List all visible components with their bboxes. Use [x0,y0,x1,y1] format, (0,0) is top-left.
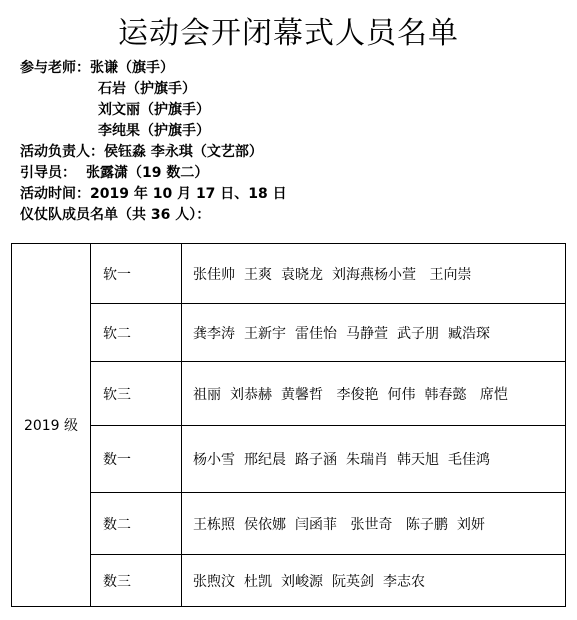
time-value: 2019 年 10 月 17 日、18 日 [90,186,287,202]
names-cell [182,426,566,493]
member-name: 武子朋 [397,325,439,342]
table-row [12,426,566,493]
teacher-name: 刘文丽（护旗手） [98,102,210,118]
table-row [12,493,566,555]
responsible-value: 侯钰淼 李永琪（文艺部） [104,144,263,160]
member-name: 王向崇 [425,266,472,283]
names-cell [182,362,566,426]
member-name: 闫函菲 [295,516,337,533]
teacher-row [20,100,560,121]
member-name: 张佳帅 [193,266,235,283]
table-row [12,244,566,304]
member-name: 马静萱 [346,325,388,342]
member-name: 邢纪晨 [244,452,286,468]
member-name: 朱瑞肖 [346,452,388,468]
member-name: 黄馨哲 [281,386,323,403]
info-block [20,58,560,226]
class-cell: 软二 [91,304,182,362]
member-name: 王新宇 [244,325,286,342]
member-name: 张煦汶 [193,573,235,590]
member-name: 祖丽 [193,386,221,403]
member-name: 阮英剑 [332,573,374,590]
member-name: 王爽 [244,266,272,283]
member-name: 韩天旭 [397,452,439,468]
page-title: 运动会开闭幕式人员名单 [118,16,459,51]
class-cell: 软一 [91,244,182,304]
time-row [20,184,560,205]
teachers-row [20,58,560,79]
member-name: 毛佳鸿 [448,452,490,468]
member-name: 臧浩琛 [448,325,490,342]
teacher-row [20,79,560,100]
names-cell [182,493,566,555]
member-name: 李志农 [383,573,425,590]
teacher-name: 石岩（护旗手） [98,81,196,97]
grade-cell: 2019 级 [12,244,91,607]
names-cell [182,244,566,304]
member-name: 李俊艳 [332,386,379,403]
member-name: 杨小雪 [193,452,235,468]
guide-label: 引导员： [20,165,76,181]
member-name: 陈子鹏 [401,516,448,533]
guide-row [20,163,560,184]
member-name: 刘峻源 [281,573,323,590]
guide-value: 张露潇（19 数二） [86,165,209,181]
teachers-label: 参与老师： [20,60,90,76]
member-name: 刘妍 [456,516,485,533]
table-row [12,555,566,607]
member-name: 席恺 [475,386,508,403]
class-cell: 数一 [91,426,182,493]
responsible-row [20,142,560,163]
member-name: 袁晓龙 [281,266,323,283]
class-cell: 数二 [91,493,182,555]
table-row [12,304,566,362]
member-name: 张世奇 [346,516,393,533]
member-name: 刘海燕杨小萱 [332,266,416,283]
teacher-name: 李纯果（护旗手） [98,123,210,139]
teacher-row [20,121,560,142]
member-name: 侯依娜 [244,516,286,533]
class-cell: 数三 [91,555,182,607]
names-cell [182,555,566,607]
member-name: 何伟 [387,386,416,403]
member-name: 路子涵 [295,452,337,468]
roster-table [11,243,566,607]
roster-title: 仪仗队成员名单（共 36 人）： [20,207,211,223]
class-cell: 软三 [91,362,182,426]
names-cell [182,304,566,362]
member-name: 刘恭赫 [230,386,272,403]
responsible-label: 活动负责人： [20,144,104,160]
member-name: 韩春懿 [424,386,467,403]
time-label: 活动时间： [20,186,90,202]
member-name: 雷佳怡 [295,325,337,342]
member-name: 王栋照 [193,516,235,533]
member-name: 龚李涛 [193,325,235,342]
teacher-name: 张谦（旗手） [90,60,174,76]
member-name: 杜凯 [244,573,272,590]
table-row [12,362,566,426]
